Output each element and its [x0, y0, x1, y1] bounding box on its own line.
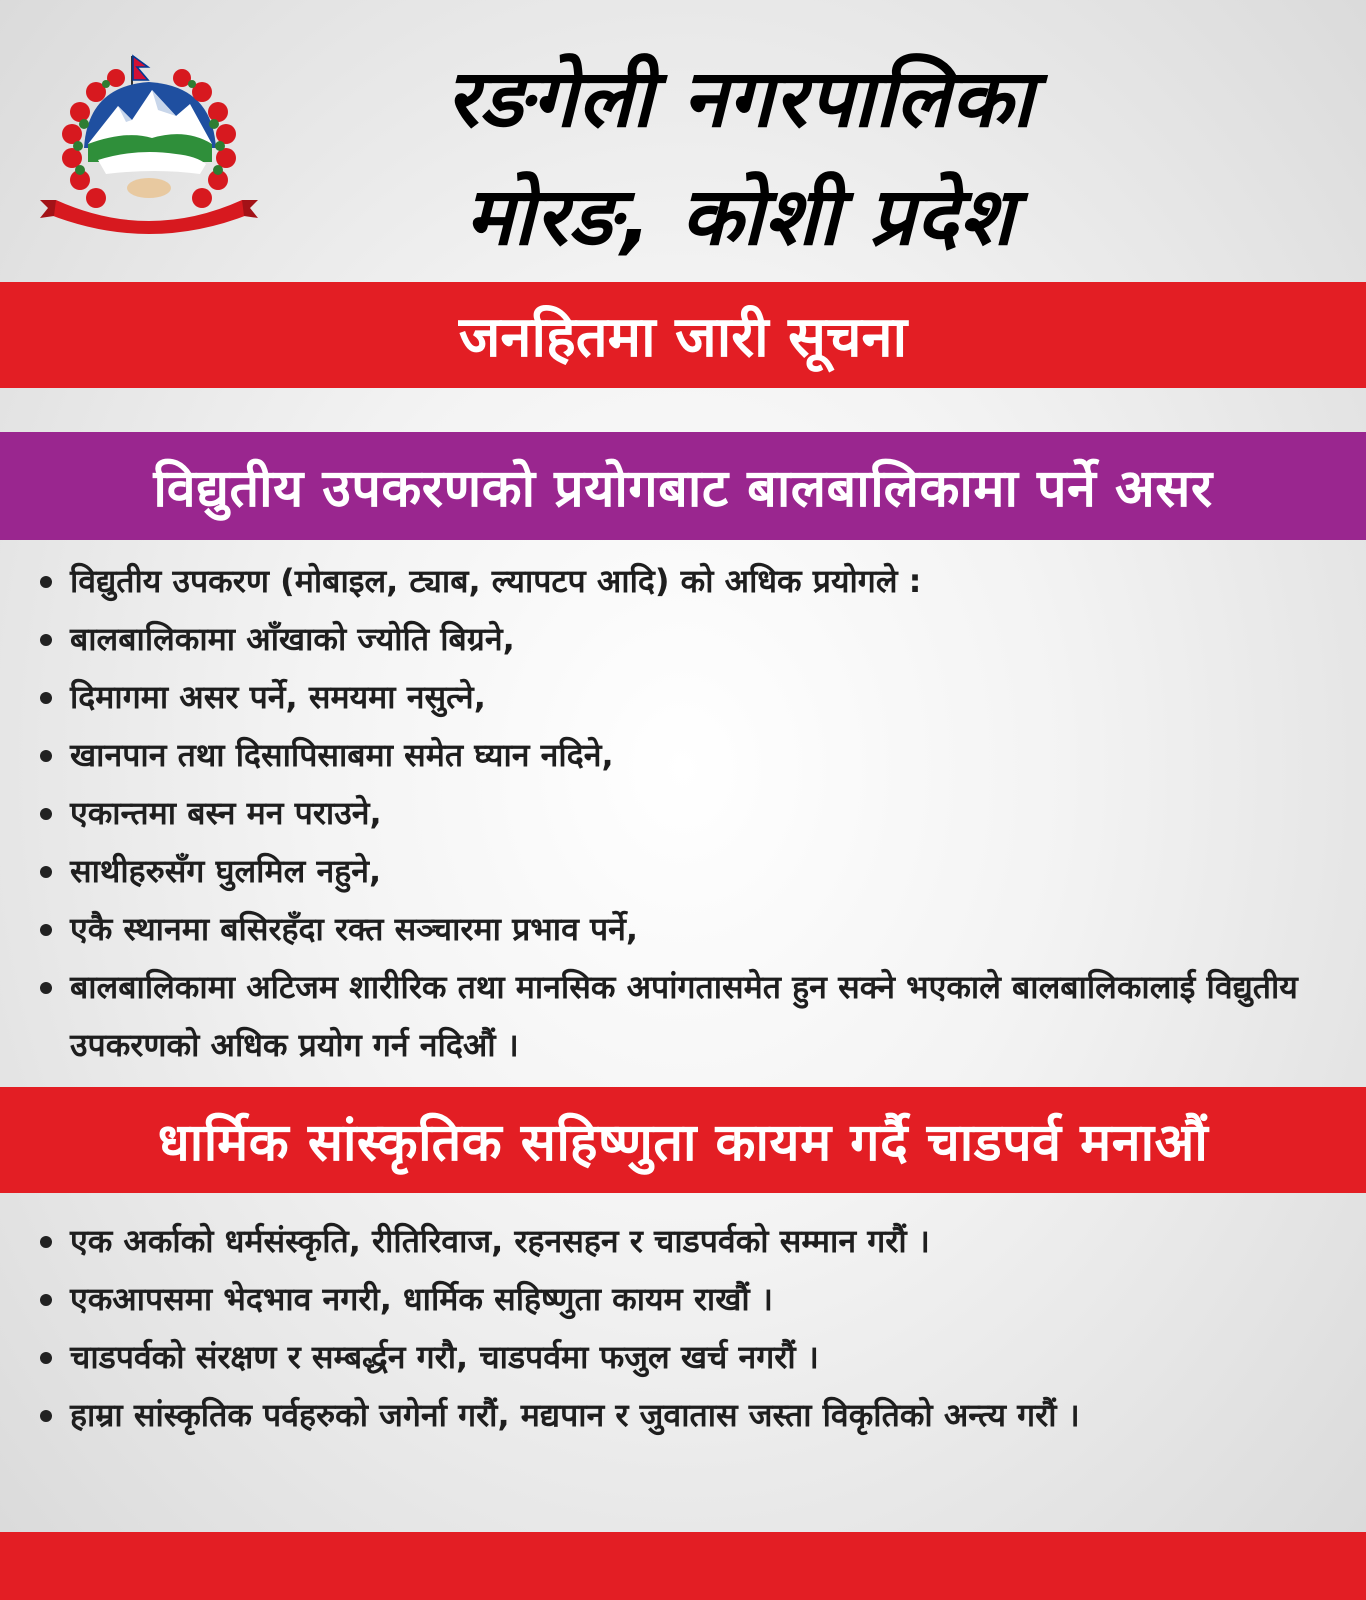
- nepal-government-emblem-icon: [36, 50, 262, 234]
- section2-heading: धार्मिक सांस्कृतिक सहिष्णुता कायम गर्दै चाडपर्व मनाऔं: [157, 1112, 1209, 1173]
- section1-heading-banner: [0, 432, 1366, 540]
- footer-band: [0, 1532, 1366, 1600]
- list-item: चाडपर्वको संरक्षण र सम्बर्द्धन गरौ, चाडपर्वमा फजुल खर्च नगरौं ।: [0, 1328, 1366, 1386]
- list-item: एकआपसमा भेदभाव नगरी, धार्मिक सहिष्णुता कायम राखौं ।: [0, 1270, 1366, 1328]
- list-item: एकान्तमा बस्न मन पराउने,: [0, 784, 1366, 842]
- list-item: विद्युतीय उपकरण (मोबाइल, ट्याब, ल्यापटप आदि) को अधिक प्रयोगले :: [0, 552, 1366, 610]
- section1-heading: विद्युतीय उपकरणको प्रयोगबाट बालबालिकामा पर्ने असर: [153, 458, 1213, 519]
- section1-list: [0, 552, 1366, 1074]
- list-item: साथीहरुसँग घुलमिल नहुने,: [0, 842, 1366, 900]
- list-item: दिमागमा असर पर्ने, समयमा नसुत्ने,: [0, 668, 1366, 726]
- location-title: मोरङ, कोशी प्रदेश: [465, 170, 1015, 263]
- municipality-title: रङगेली नगरपालिका: [446, 52, 1034, 145]
- notice-title-banner: [0, 282, 1366, 388]
- list-item: बालबालिकामा आँखाको ज्योति बिग्रने,: [0, 610, 1366, 668]
- title-block: [300, 40, 1180, 276]
- list-item: एक अर्काको धर्मसंस्कृति, रीतिरिवाज, रहनसहन र चाडपर्वको सम्मान गरौं ।: [0, 1212, 1366, 1270]
- header: [0, 0, 1366, 282]
- section2-heading-banner: [0, 1087, 1366, 1193]
- notice-title: जनहितमा जारी सूचना: [458, 305, 908, 370]
- section2-list: [0, 1212, 1366, 1444]
- list-item: हाम्रा सांस्कृतिक पर्वहरुको जगेर्ना गरौं, मद्यपान र जुवातास जस्ता विकृतिको अन्त्य गरौं ।: [0, 1386, 1366, 1444]
- list-item: एकै स्थानमा बसिरहँदा रक्त सञ्चारमा प्रभाव पर्ने,: [0, 900, 1366, 958]
- list-item: बालबालिकामा अटिजम शारीरिक तथा मानसिक अपांगतासमेत हुन सक्ने भएकाले बालबालिकालाई विद्युतीय उपकरणको अधिक प्रयोग गर्न नदिऔं ।: [0, 958, 1366, 1074]
- list-item: खानपान तथा दिसापिसाबमा समेत घ्यान नदिने,: [0, 726, 1366, 784]
